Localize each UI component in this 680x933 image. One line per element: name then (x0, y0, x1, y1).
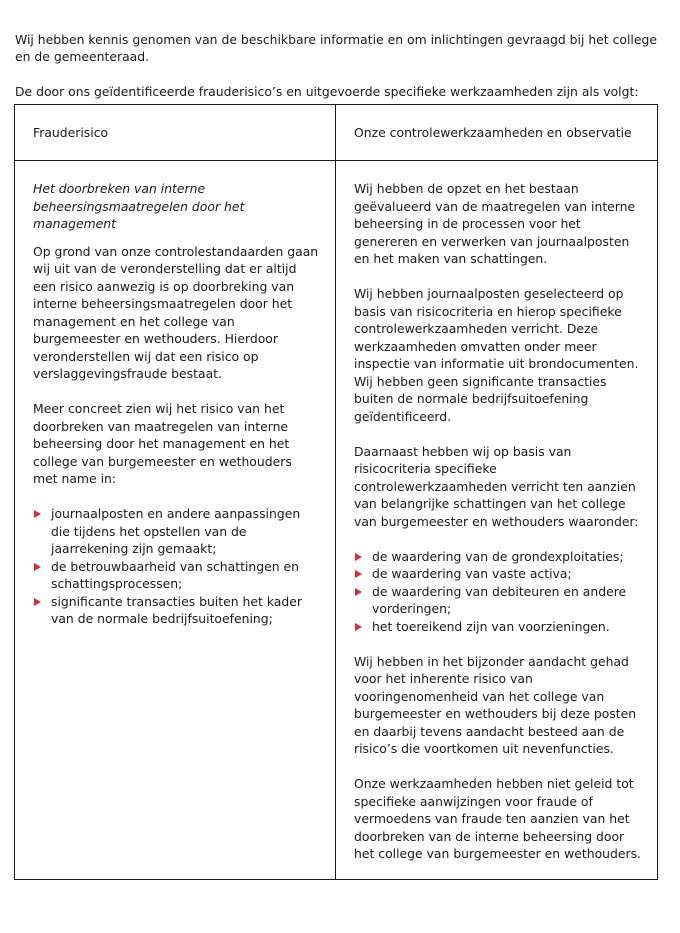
table-row (15, 161, 658, 880)
fraud-risk-table (14, 104, 658, 880)
bullet-triangle-icon (355, 588, 362, 596)
procedures-paragraph-2: Wij hebben journaalposten geselecteerd op basis van risicocriteria en hierop specifieke controlewerkzaamheden verricht. Deze werkzaamheden omvatten onder meer inspectie van informatie uit brondocumenten. Wij hebben geen significante transacties buiten de normale bedrijfsuitoefening geïdentificeerd. (354, 286, 639, 424)
bullet-triangle-icon (355, 623, 362, 631)
procedures-paragraph-5: Onze werkzaamheden hebben niet geleid tot specifieke aanwijzingen voor fraude of vermoedens van fraude ten aanzien van het doorbreken van de interne beheersing door het college van burgemeester en wethouders. (354, 776, 641, 861)
bullet-triangle-icon (355, 570, 362, 578)
list-item: significante transacties buiten het kader van de normale bedrijfsuitoefening; (33, 593, 319, 628)
list-item: de betrouwbaarheid van schattingen en schattingsprocessen; (33, 558, 319, 593)
risk-paragraph-2: Meer concreet zien wij het risico van het doorbreken van maatregelen van interne beheersing door het management en het college van burgemeester en wethouders met name in: (33, 401, 292, 486)
list-item: journaalposten en andere aanpassingen die tijdens het opstellen van de jaarrekening zijn gemaakt; (33, 505, 319, 558)
bullet-triangle-icon (355, 553, 362, 561)
header-controlewerkzaamheden: Onze controlewerkzaamheden en observatie (336, 105, 658, 161)
bullet-triangle-icon (34, 510, 41, 518)
bullet-triangle-icon (34, 598, 41, 606)
intro-paragraph-1: Wij hebben kennis genomen van de beschikbare informatie en om inlichtingen gevraagd bij het college en de gemeenteraad. (15, 32, 657, 65)
list-item: de waardering van vaste activa; (354, 565, 641, 583)
bullet-triangle-icon (34, 563, 41, 571)
procedures-paragraph-3: Daarnaast hebben wij op basis van risicocriteria specifieke controlewerkzaamheden verricht ten aanzien van belangrijke schattingen van het college van burgemeester en wethouders waaronder: (354, 443, 639, 529)
table-header-row (15, 105, 658, 161)
procedures-paragraph-4: Wij hebben in het bijzonder aandacht gehad voor het inherente risico van vooringenomenheid van het college van burgemeester en wethouders bij deze posten en daarbij tevens aandacht besteed aan de risico’s die voortkomen uit nevenfuncties. (354, 653, 637, 756)
list-item: de waardering van debiteuren en andere vorderingen; (354, 583, 641, 618)
list-item: het toereikend zijn van voorzieningen. (354, 618, 641, 636)
risk-cell (15, 161, 336, 880)
list-item: de waardering van de grondexploitaties; (354, 548, 641, 566)
header-frauderisico: Frauderisico (15, 105, 336, 161)
risk-bullet-list (33, 505, 319, 628)
procedures-paragraph-1: Wij hebben de opzet en het bestaan geëvalueerd van de maatregelen van interne beheersing in de processen voor het genereren en verwerken van journaalposten en het maken van schattingen. (354, 181, 636, 266)
risk-title: Het doorbreken van interne beheersingsmaatregelen door het management (33, 181, 245, 231)
procedures-bullet-list (354, 548, 641, 636)
procedures-cell (336, 161, 658, 880)
risk-paragraph-1: Op grond van onze controlestandaarden gaan wij uit van de veronderstelling dat er altijd een risico aanwezig is op doorbreking van interne beheersingsmaatregelen door het management en het college van burgemeester en wethouders. Hierdoor veronderstellen wij dat een risico op verslaggevingsfraude bestaat. (33, 243, 319, 381)
intro-paragraph-2: De door ons geïdentificeerde frauderisico’s en uitgevoerde specifieke werkzaamheden zijn als volgt: (15, 84, 639, 100)
